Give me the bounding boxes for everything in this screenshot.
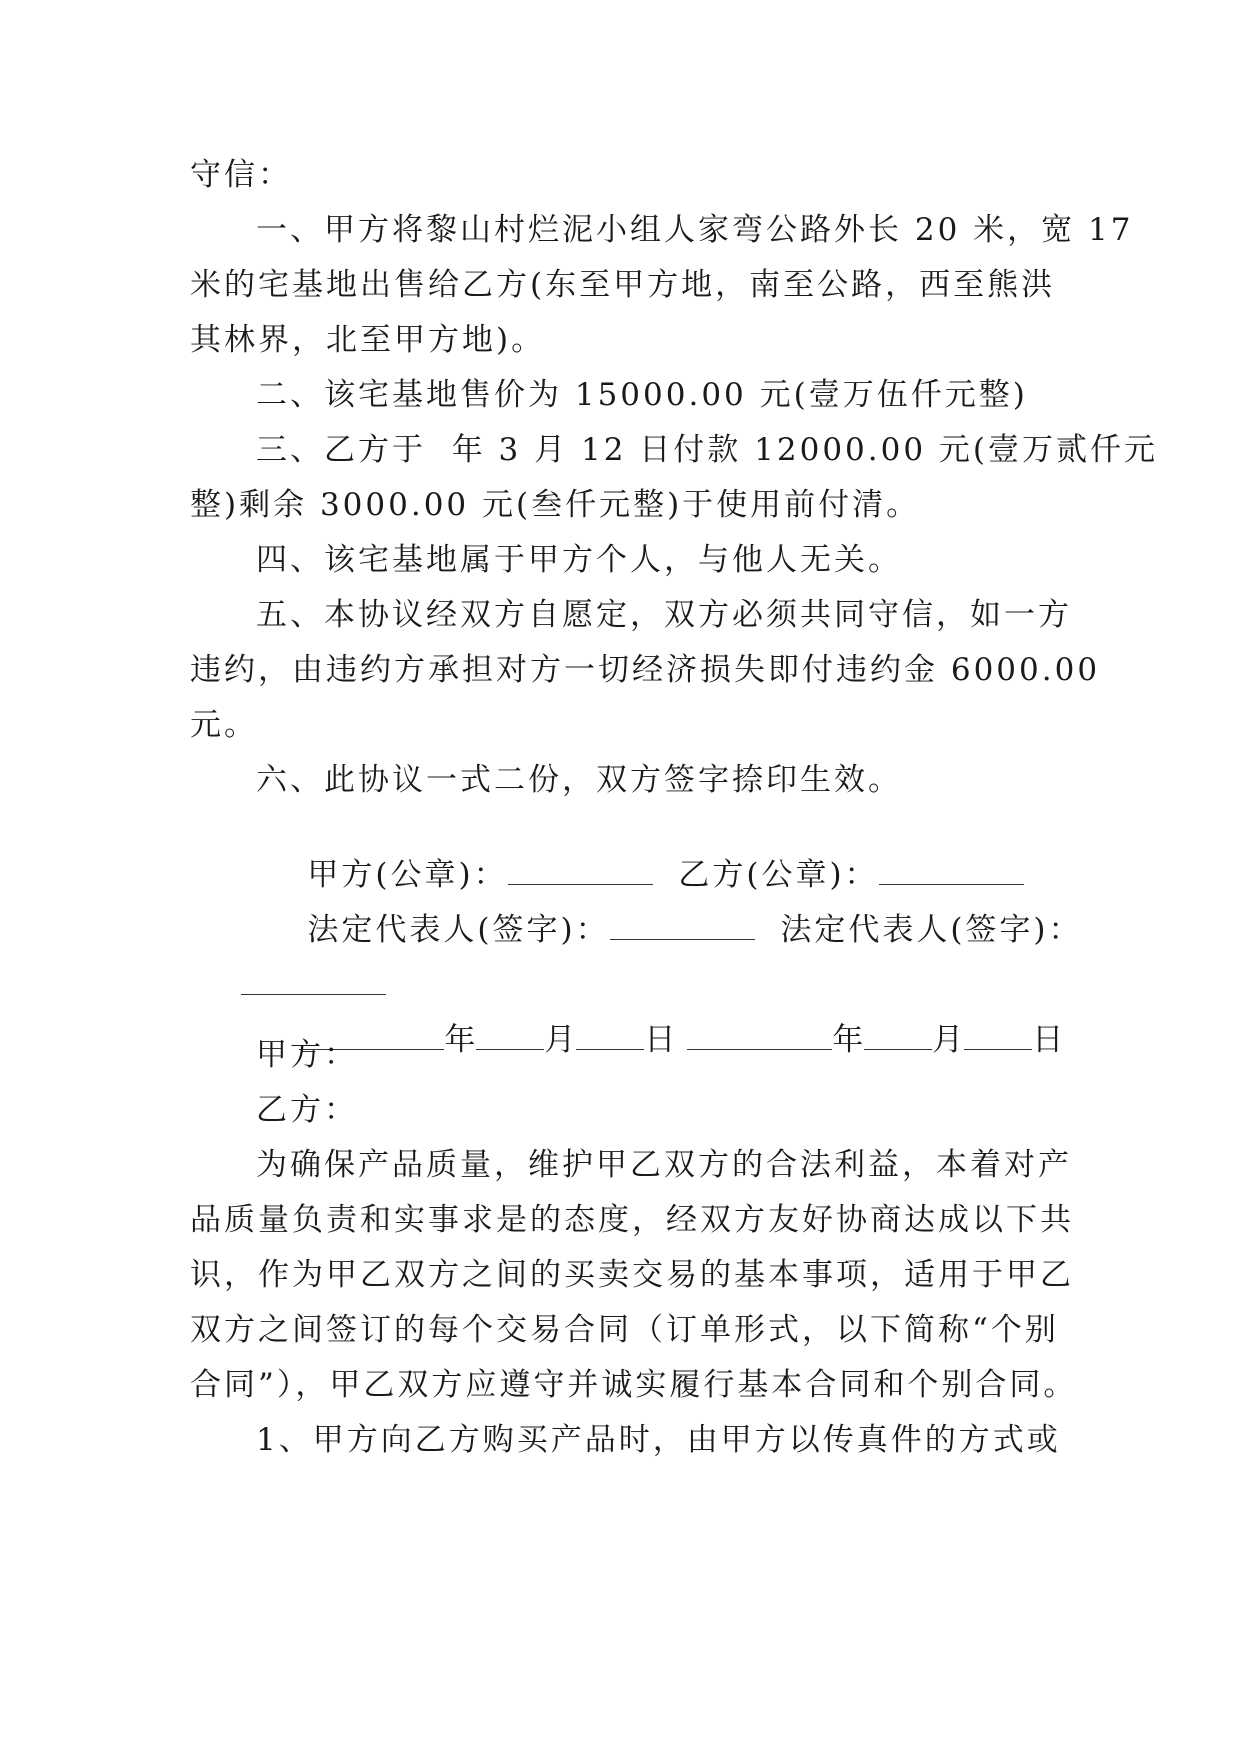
- month-label: 月: [932, 1022, 965, 1058]
- text-line: 违约，由违约方承担对方一切经济损失即付违约金 6000.00: [190, 652, 1101, 688]
- text-line: 二、该宅基地售价为 15000.00 元(壹万伍仟元整): [256, 377, 1028, 413]
- party-b-seal-label: 乙方(公章)：: [678, 857, 879, 893]
- text-line: 一、甲方将黎山村烂泥小组人家弯公路外长 20 米，宽 17: [256, 212, 1134, 248]
- party-a-seal-label: 甲方(公章)：: [307, 857, 508, 893]
- text-line: 六、此协议一式二份，双方签字捺印生效。: [256, 762, 902, 798]
- text-line: 米的宅基地出售给乙方(东至甲方地，南至公路，西至熊洪: [190, 267, 1056, 303]
- party-a-label: 甲方：: [256, 1037, 358, 1073]
- party-b-label: 乙方：: [256, 1092, 358, 1128]
- text-line: 为确保产品质量，维护甲乙双方的合法利益，本着对产: [256, 1147, 1072, 1183]
- text-line: 三、乙方于 年 3 月 12 日付款 12000.00 元(壹万贰仟元: [256, 432, 1159, 468]
- text-line: 整)剩余 3000.00 元(叁仟元整)于使用前付清。: [190, 487, 921, 523]
- month-label: 月: [544, 1022, 577, 1058]
- year-label: 年: [444, 1022, 477, 1058]
- rep-b-label: 法定代表人(签字)：: [780, 912, 1083, 948]
- text-line: 识，作为甲乙双方之间的买卖交易的基本事项，适用于甲乙: [190, 1257, 1074, 1293]
- rep-a-label: 法定代表人(签字)：: [307, 912, 610, 948]
- year-label: 年: [832, 1022, 865, 1058]
- text-line: 五、本协议经双方自愿定，双方必须共同守信，如一方: [256, 597, 1072, 633]
- text-line: 四、该宅基地属于甲方个人，与他人无关。: [256, 542, 902, 578]
- text-line: 双方之间签订的每个交易合同（订单形式，以下简称“个别: [190, 1312, 1059, 1348]
- text-line: 1、甲方向乙方购买产品时，由甲方以传真件的方式或: [256, 1422, 1061, 1458]
- text-line: 合同”），甲乙双方应遵守并诚实履行基本合同和个别合同。: [190, 1367, 1078, 1403]
- text-line: 其林界，北至甲方地)。: [190, 322, 546, 358]
- day-label: 日: [1032, 1022, 1065, 1058]
- day-label: 日: [644, 1022, 677, 1058]
- text-line: 元。: [190, 707, 258, 743]
- text-line: 守信：: [190, 157, 292, 193]
- text-line: 品质量负责和实事求是的态度，经双方友好协商达成以下共: [190, 1202, 1074, 1238]
